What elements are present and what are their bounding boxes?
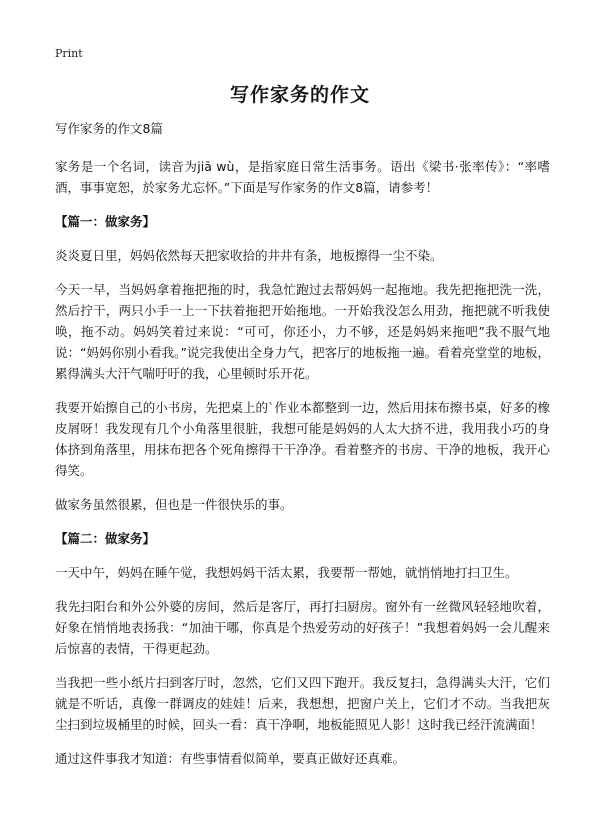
section1-paragraph-3: 我要开始擦自己的小书房，先把桌上的`作业本都整到一边，然后用抹布擦书桌，好多的橡皮屑呀！我发现有几个小角落里很脏，我想可能是妈妈的人太大挤不进，我用我小巧的身体挤到角落里，用抹布把各个死角擦得干干净净。看着整齐的书房、干净的地板，我开心得笑。	[55, 400, 550, 478]
section2-paragraph-4: 通过这件事我才知道：有些事情看似简单，要真正做好还真难。	[55, 751, 406, 766]
document-title: 写作家务的作文	[229, 84, 370, 106]
intro-paragraph: 家务是一个名词，读音为jiā wù，是指家庭日常生活事务。语出《梁书·张率传》：“率嗜酒，事事宽恕，於家务尤忘怀。”下面是写作家务的作文8篇，请参考！	[55, 159, 550, 195]
document-body	[55, 118, 550, 782]
document-subtitle: 写作家务的作文8篇	[55, 121, 163, 136]
print-label: Print	[55, 47, 83, 60]
section1-paragraph-2: 今天一早，当妈妈拿着拖把拖的时，我急忙跑过去帮妈妈一起拖地。我先把拖把洗一洗，然后拧干，两只小手一上一下扶着拖把开始拖地。一开始我没怎么用劲，拖把就不听我使唤，拖不动。妈妈笑着过来说：“可可，你还小，力不够，还是妈妈来拖吧”我不服气地说：“妈妈你别小看我。”说完我使出全身力气，把客厅的地板拖一遍。看着亮堂堂的地板，累得满头大汗气喘吁吁的我，心里顿时乐开花。	[55, 282, 550, 381]
section2-paragraph-1: 一天中午，妈妈在睡午觉，我想妈妈干活太累，我要帮一帮她，就悄悄地打扫卫生。	[55, 565, 518, 580]
section-heading-1: 【篇一：做家务】	[55, 214, 156, 229]
section2-paragraph-2: 我先扫阳台和外公外婆的房间，然后是客厅，再打扫厨房。窗外有一丝微风轻轻地吹着，好象在悄悄地表扬我：“加油干哪，你真是个热爱劳动的好孩子！”我想着妈妈一会儿醒来后惊喜的表情，干得更起劲。	[55, 599, 550, 656]
section1-paragraph-4: 做家务虽然很累，但也是一件很快乐的事。	[55, 497, 293, 512]
section-heading-2: 【篇二：做家务】	[55, 531, 156, 546]
section2-paragraph-3: 当我把一些小纸片扫到客厅时，忽然，它们又四下跑开。我反复扫，急得满头大汗，它们就是不听话，真像一群调皮的娃娃！后来，我想想，把窗户关上，它们才不动。当我把灰尘扫到垃圾桶里的时候，回头一看：真干净啊，地板能照见人影！这时我已经汗流满面！	[55, 675, 550, 732]
section1-paragraph-1: 炎炎夏日里，妈妈依然每天把家收拾的井井有条，地板擦得一尘不染。	[55, 248, 443, 263]
